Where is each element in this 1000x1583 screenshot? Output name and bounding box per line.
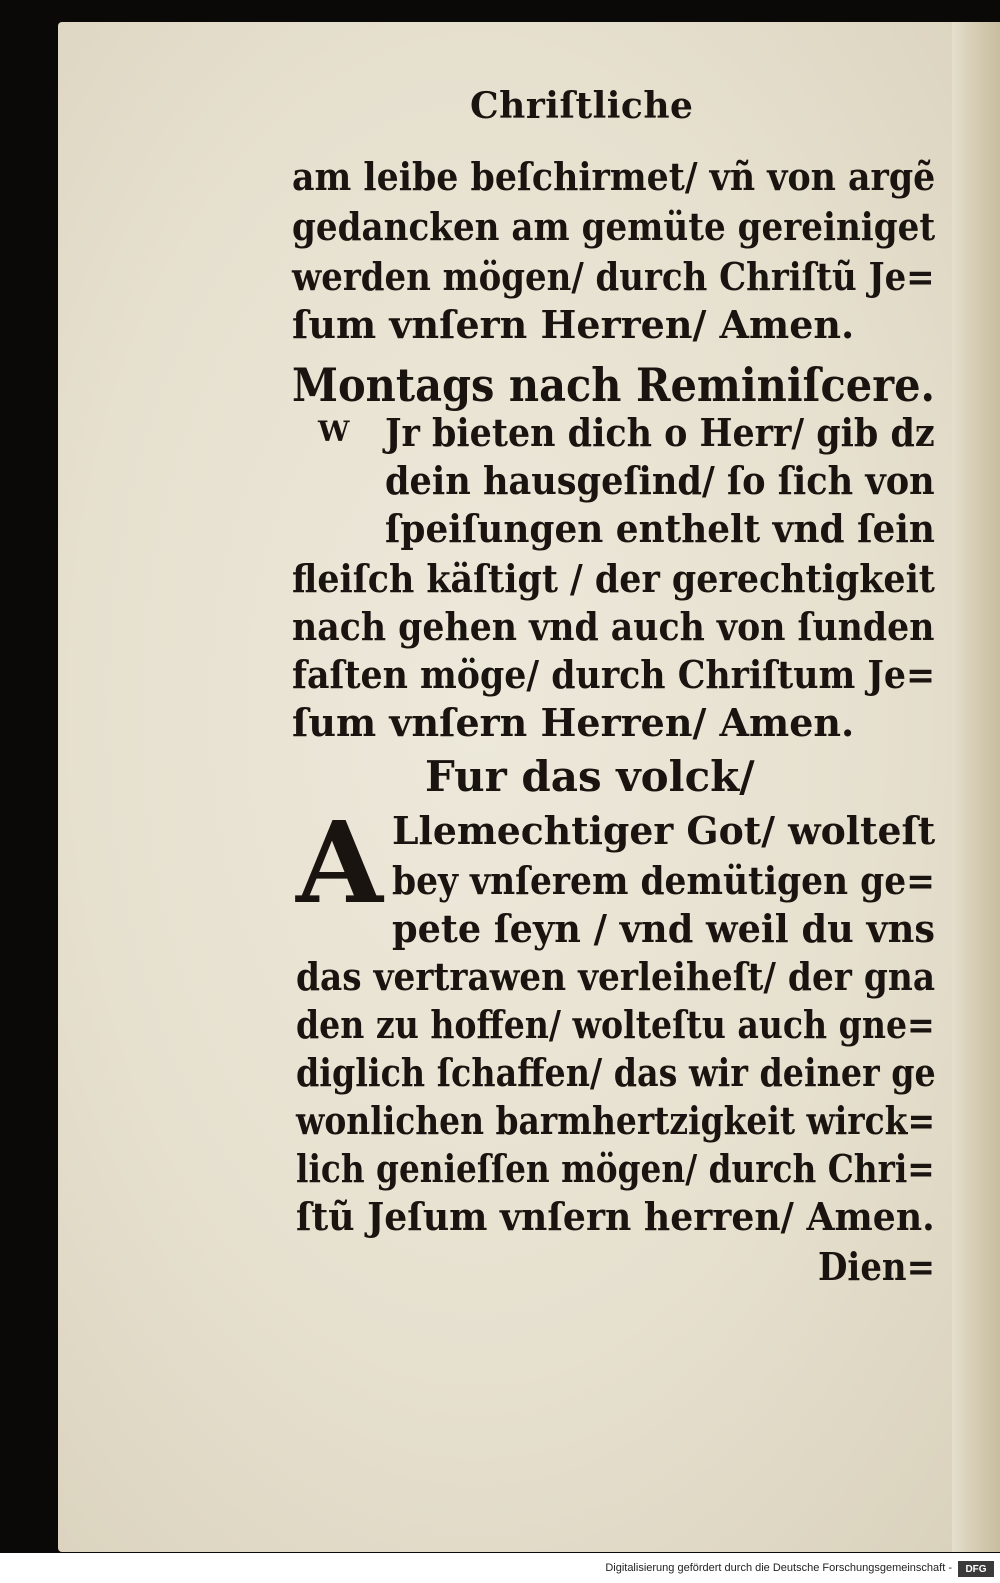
text-line: Llemechtiger Got/ wolteſt [392, 808, 936, 853]
text-line: ſum vnſern Herren/ Amen. [292, 700, 855, 745]
text-line: lich genieſſen mögen/ durch Chri= [296, 1146, 935, 1191]
text-line: am leibe beſchirmet/ vñ von argẽ [292, 154, 936, 199]
text-line: werden mögen/ durch Chriſtũ Je= [292, 254, 935, 299]
drop-cap: A [296, 798, 383, 929]
page-edge [952, 22, 1000, 1552]
text-line: den zu hoffen/ wolteſtu auch gne= [296, 1002, 935, 1047]
small-initial: W [318, 415, 350, 448]
catchword: Dien= [818, 1244, 936, 1289]
footer-bar [0, 1553, 1000, 1583]
section-heading: Montags nach Reminiſcere. [292, 358, 935, 412]
funding-notice: Digitalisierung gefördert durch die Deutsche Forschungsgemeinschaft - [605, 1562, 952, 1574]
running-header: Chriſtliche [470, 85, 694, 127]
text-line: nach gehen vnd auch von ſunden [292, 604, 935, 649]
text-line: Jr bieten dich o Herr/ gib dz [385, 410, 935, 455]
text-line: wonlichen barmhertzigkeit wirck= [296, 1098, 936, 1143]
text-line: faſten möge/ durch Chriſtum Je= [292, 652, 936, 697]
text-line: das vertrawen verleiheſt/ der gna [296, 954, 936, 999]
text-line: bey vnſerem demütigen ge= [392, 858, 936, 903]
text-line: ſum vnſern Herren/ Amen. [292, 302, 855, 347]
text-line: ſtũ Jeſum vnſern herren/ Amen. [296, 1194, 935, 1239]
text-line: gedancken am gemüte gereiniget [292, 204, 936, 249]
text-line: pete ſeyn / vnd weil du vns [392, 906, 936, 951]
text-line: fleiſch käſtigt / der gerechtigkeit [292, 556, 935, 601]
text-line: dein hausgeſind/ ſo ſich von [385, 458, 935, 503]
text-line: diglich ſchaffen/ das wir deiner ge [296, 1050, 936, 1095]
text-line: ſpeiſungen enthelt vnd ſein [385, 506, 935, 551]
dfg-logo: DFG [958, 1561, 994, 1577]
section-heading: Fur das volck/ [425, 752, 755, 801]
